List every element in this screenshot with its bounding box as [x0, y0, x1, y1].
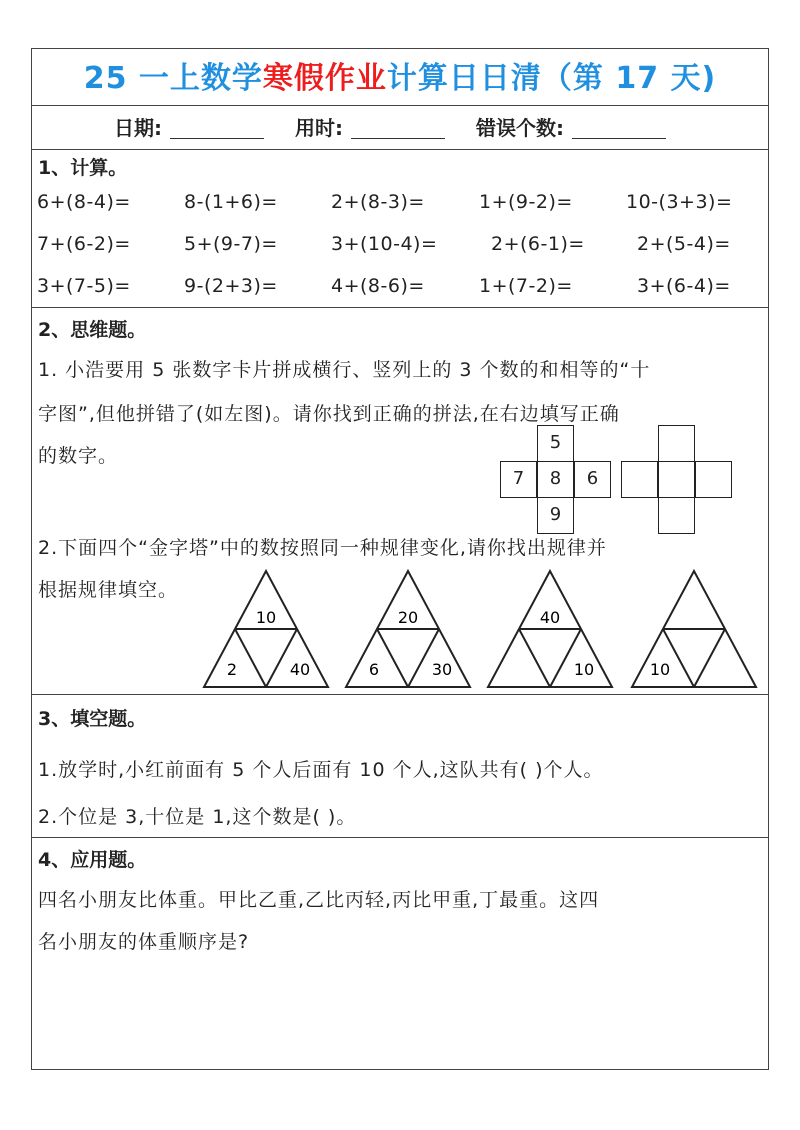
errors-label: 错误个数:: [476, 116, 564, 140]
errors-field[interactable]: [476, 107, 666, 149]
calc-item: 2+(5-4)=: [637, 233, 731, 255]
fill-question-1: 1.放学时,小红前面有 5 个人后面有 10 个人,这队共有( )个人。: [38, 759, 604, 781]
calc-item: 10-(3+3)=: [626, 191, 733, 213]
pyramid-group: [202, 569, 772, 695]
calc-item: 7+(6-2)=: [37, 233, 131, 255]
word-problem-line: 名小朋友的体重顺序是?: [38, 931, 250, 953]
page-title: [32, 53, 768, 105]
calc-item: 2+(6-1)=: [491, 233, 585, 255]
cross-right: 6: [574, 461, 611, 498]
q2-line: 2.下面四个“金字塔”中的数按照同一种规律变化,请你找出规律并: [38, 537, 607, 559]
q2-line: 根据规律填空。: [38, 579, 179, 601]
word-problem-line: 四名小朋友比体重。甲比乙重,乙比丙轻,丙比甲重,丁最重。这四: [38, 889, 600, 911]
cross-top: 5: [537, 425, 574, 462]
pyramid-3: [488, 571, 612, 687]
section3-title: 3、填空题。: [38, 708, 147, 730]
calc-item: 3+(7-5)=: [37, 275, 131, 297]
calc-item: 1+(7-2)=: [479, 275, 573, 297]
worksheet: [31, 48, 769, 1070]
calc-item: 9-(2+3)=: [184, 275, 278, 297]
calc-item: 6+(8-4)=: [37, 191, 131, 213]
calc-item: 8-(1+6)=: [184, 191, 278, 213]
calc-item: 4+(8-6)=: [331, 275, 425, 297]
date-field[interactable]: [114, 107, 264, 149]
pyramid-4: [632, 571, 756, 687]
q1-line: 字图”,但他拼错了(如左图)。请你找到正确的拼法,在右边填写正确: [38, 403, 620, 425]
pyramid-3-right: 10: [573, 660, 595, 679]
answer-cell-left[interactable]: [621, 461, 658, 498]
pyramid-2-left: 6: [368, 660, 380, 679]
cross-center: 8: [537, 461, 574, 498]
pyramid-2: [346, 571, 470, 687]
pyramid-2-right: 30: [431, 660, 453, 679]
pyramid-1-right: 40: [289, 660, 311, 679]
pyramid-3-top: 40: [539, 608, 561, 627]
calc-item: 3+(6-4)=: [637, 275, 731, 297]
answer-cell-right[interactable]: [695, 461, 732, 498]
date-label: 日期:: [114, 116, 162, 140]
section1-title: 1、计算。: [38, 157, 128, 179]
divider: [32, 149, 768, 150]
date-blank[interactable]: [170, 116, 264, 139]
time-field[interactable]: [295, 107, 445, 149]
pyramid-1-top: 10: [255, 608, 277, 627]
calc-item: 3+(10-4)=: [331, 233, 438, 255]
title-part1: 25 一上数学: [83, 61, 263, 96]
time-label: 用时:: [295, 116, 343, 140]
answer-cell-bottom[interactable]: [658, 497, 695, 534]
pyramid-1-left: 2: [226, 660, 238, 679]
answer-area[interactable]: [32, 969, 768, 1067]
divider: [32, 105, 768, 106]
fill-question-2: 2.个位是 3,十位是 1,这个数是( )。: [38, 806, 357, 828]
q1-line: 1. 小浩要用 5 张数字卡片拼成横行、竖列上的 3 个数的和相等的“十: [38, 359, 651, 381]
divider: [32, 694, 768, 695]
calc-item: 5+(9-7)=: [184, 233, 278, 255]
divider: [32, 307, 768, 308]
errors-blank[interactable]: [572, 116, 666, 139]
info-row: [32, 107, 768, 149]
section4-title: 4、应用题。: [38, 849, 147, 871]
answer-cell-center[interactable]: [658, 461, 695, 498]
title-part2: 寒假作业: [262, 61, 387, 96]
cross-left: 7: [500, 461, 537, 498]
cross-bottom: 9: [537, 497, 574, 534]
time-blank[interactable]: [351, 116, 445, 139]
divider: [32, 837, 768, 838]
calc-item: 1+(9-2)=: [479, 191, 573, 213]
calc-item: 2+(8-3)=: [331, 191, 425, 213]
pyramid-2-top: 20: [397, 608, 419, 627]
pyramid-4-left: 10: [649, 660, 671, 679]
answer-cell-top[interactable]: [658, 425, 695, 462]
pyramid-1: [204, 571, 328, 687]
title-part3: 计算日日清（第 17 天): [386, 61, 717, 96]
section2-title: 2、思维题。: [38, 319, 147, 341]
q1-line: 的数字。: [38, 445, 119, 467]
